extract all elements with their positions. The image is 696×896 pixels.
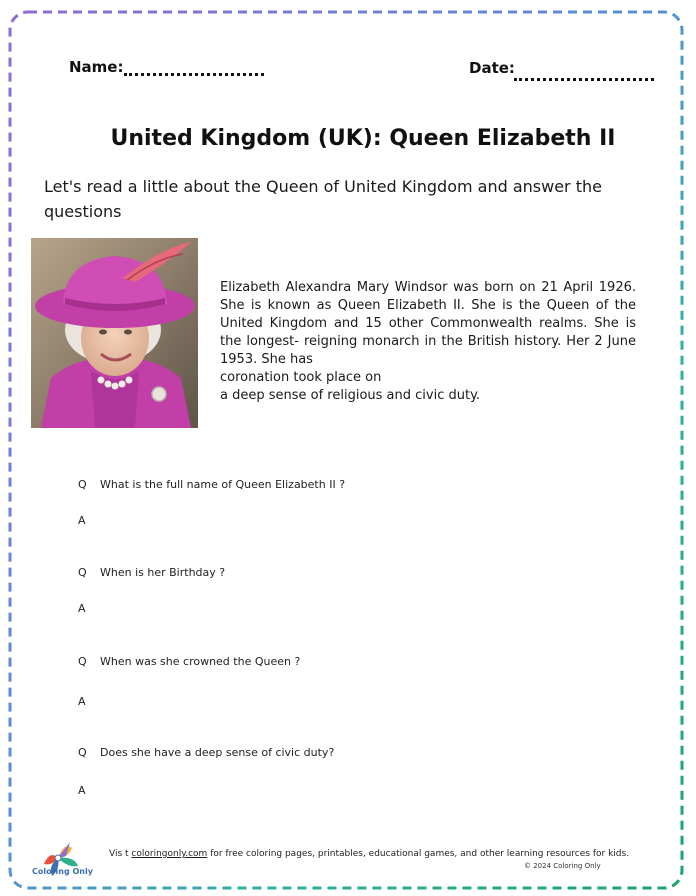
question-4	[78, 746, 334, 759]
passage-line-coronation: coronation took place on	[220, 370, 382, 385]
footer-suffix: for free coloring pages, printables, educational games, and other learning resources for kids.	[207, 849, 630, 859]
date-blank-line[interactable]	[514, 77, 654, 81]
question-text: When is her Birthday ?	[100, 566, 226, 579]
passage-paragraph: Elizabeth Alexandra Mary Windsor was born on 21 April 1926. She is known as Queen Elizabeth II. She is the Queen of the United Kingdom and 15 other Commonwealth realms. She is the longest- reigning monarch in the British history. Her 2 June 1953. She has	[220, 280, 636, 367]
footer-site-link[interactable]: coloringonly.com	[131, 849, 208, 859]
date-label: Date:	[469, 59, 515, 77]
question-marker: Q	[78, 566, 87, 579]
answer-4[interactable]	[78, 784, 86, 797]
question-2	[78, 566, 225, 579]
answer-marker: A	[78, 514, 86, 527]
passage-line-duty: a deep sense of religious and civic duty.	[220, 388, 481, 403]
question-3	[78, 655, 300, 668]
answer-2[interactable]	[78, 602, 86, 615]
reading-passage	[220, 279, 636, 405]
question-text: When was she crowned the Queen ?	[100, 655, 301, 668]
question-marker: Q	[78, 746, 87, 759]
intro-text: Let's read a little about the Queen of United Kingdom and answer the questions	[44, 177, 602, 221]
footer-text	[109, 848, 639, 861]
name-blank-line[interactable]	[124, 72, 264, 76]
answer-marker: A	[78, 784, 86, 797]
question-text: Does she have a deep sense of civic duty?	[100, 746, 335, 759]
queen-elizabeth-portrait	[31, 238, 198, 428]
answer-marker: A	[78, 695, 86, 708]
worksheet-title: United Kingdom (UK): Queen Elizabeth II	[110, 126, 616, 151]
footer-prefix: Vis t	[109, 849, 132, 859]
answer-3[interactable]	[78, 695, 86, 708]
answer-marker: A	[78, 602, 86, 615]
name-label: Name:	[69, 58, 124, 76]
brand-name: Coloring Only	[32, 867, 93, 876]
question-1	[78, 478, 345, 491]
question-marker: Q	[78, 478, 87, 491]
answer-1[interactable]	[78, 514, 86, 527]
question-marker: Q	[78, 655, 87, 668]
question-text: What is the full name of Queen Elizabeth II ?	[100, 478, 346, 491]
copyright-text: © 2024 Coloring Only	[524, 862, 601, 870]
